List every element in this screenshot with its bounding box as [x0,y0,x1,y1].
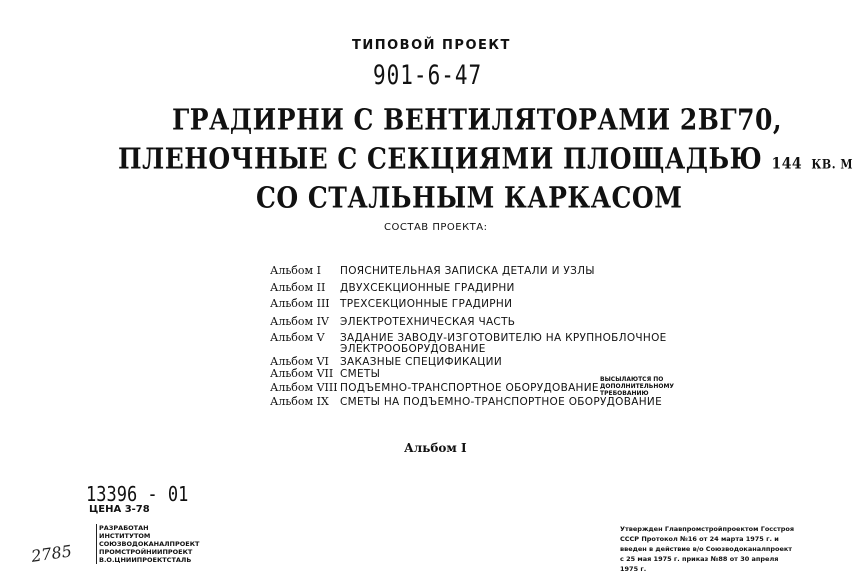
album-text-continued: ЭЛЕКТРООБОРУДОВАНИЕ [340,343,486,355]
price-label: ЦЕНА 3-78 [89,504,150,515]
album-row-3 [270,297,512,310]
project-number: 901-6-47 [373,60,483,90]
developer-stamp: РАЗРАБОТАН ИНСТИТУТОМ СОЮЗВОДОКАНАЛПРОЕКТ ПРОМСТРОЙНИИПРОЕКТ В.О.ЦНИИПРОЕКТСТАЛЬ [96,524,191,564]
album-row-4 [270,315,515,328]
album-label: Альбом IX [270,395,329,408]
album-label: Альбом V [270,331,325,344]
album-text: ЗАКАЗНЫЕ СПЕЦИФИКАЦИИ [340,356,502,368]
composition-label: СОСТАВ ПРОЕКТА: [384,222,488,233]
side-note: ВЫСЫЛАЮТСЯ ПО ДОПОЛНИТЕЛЬНОМУ ТРЕБОВАНИЮ [600,376,675,397]
typical-project-label: ТИПОВОЙ ПРОЕКТ [352,38,511,53]
current-album: Альбом I [404,441,467,455]
inventory-number: 13396 - 01 [86,483,189,507]
album-row-8 [270,381,599,394]
album-label: Альбом I [270,264,321,277]
album-text: ЭЛЕКТРОТЕХНИЧЕСКАЯ ЧАСТЬ [340,316,516,328]
title-line-1: ГРАДИРНИ С ВЕНТИЛЯТОРАМИ 2ВГ70, [172,103,783,137]
album-label: Альбом II [270,281,326,294]
handwritten-number: 2785 [30,541,73,566]
title-line-2-main: ПЛЕНОЧНЫЕ С СЕКЦИЯМИ ПЛОЩАДЬЮ [118,142,772,176]
title-area-unit: КВ. М [811,156,853,172]
album-text: ЗАДАНИЕ ЗАВОДУ-ИЗГОТОВИТЕЛЮ НА КРУПНОБЛОЧНОЕ [340,332,667,344]
album-text: СМЕТЫ НА ПОДЪЕМНО-ТРАНСПОРТНОЕ ОБОРУДОВАНИЕ [340,396,662,408]
album-row-1 [270,264,595,277]
album-row-5-continued [340,343,486,355]
album-text: СМЕТЫ [340,368,381,380]
album-text: ТРЕХСЕКЦИОННЫЕ ГРАДИРНИ [340,298,513,310]
album-label: Альбом III [270,297,330,310]
album-row-2 [270,281,515,294]
album-label: Альбом VI [270,355,329,368]
title-line-2 [118,142,853,175]
album-label: Альбом VIII [270,381,338,394]
title-line-3: СО СТАЛЬНЫМ КАРКАСОМ [256,181,683,215]
approval-stamp: Утвержден Главпромстройпроектом Госстроя СССР Протокол №16 от 24 марта 1975 г. и введен в действие в/о Союзводоканалпроект с 25 мая 1975 г. приказ №88 от 30 апреля 1975 г. [620,525,795,573]
album-text: ПОДЪЕМНО-ТРАНСПОРТНОЕ ОБОРУДОВАНИЕ [340,382,599,394]
title-area-value: 144 [771,154,803,174]
album-label: Альбом IV [270,315,329,328]
album-row-7 [270,367,380,380]
album-label: Альбом VII [270,367,334,380]
album-text: ДВУХСЕКЦИОННЫЕ ГРАДИРНИ [340,282,515,294]
album-text: ПОЯСНИТЕЛЬНАЯ ЗАПИСКА ДЕТАЛИ И УЗЛЫ [340,265,595,277]
